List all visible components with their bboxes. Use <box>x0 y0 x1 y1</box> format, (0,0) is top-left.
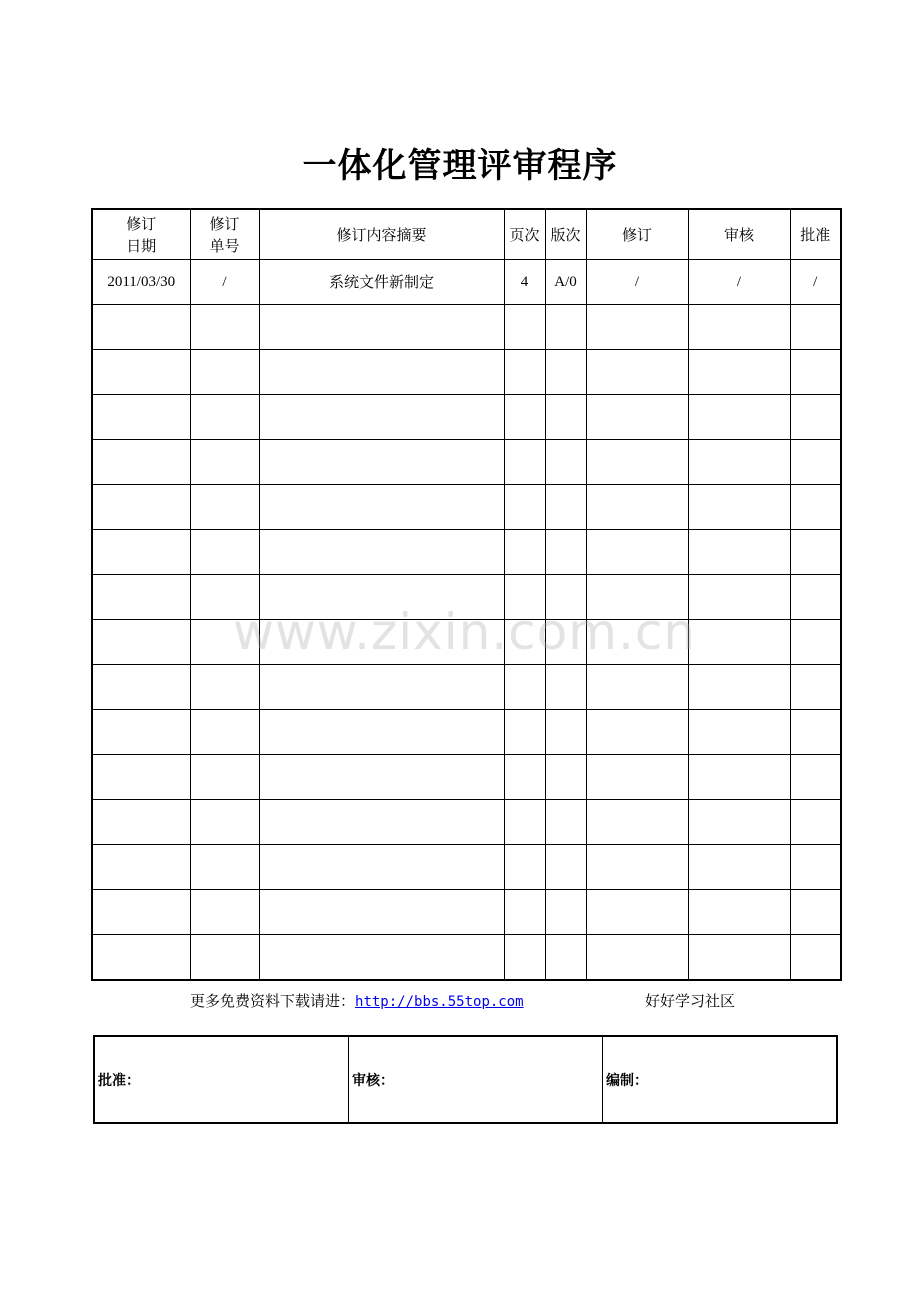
empty-cell[interactable] <box>504 935 545 981</box>
table-header-row <box>92 209 841 260</box>
empty-cell[interactable] <box>190 710 259 755</box>
empty-cell[interactable] <box>688 845 790 890</box>
prepare-field[interactable]: 编制： <box>603 1036 838 1123</box>
empty-cell[interactable] <box>504 395 545 440</box>
table-row <box>92 305 841 350</box>
empty-cell[interactable] <box>545 485 586 530</box>
empty-cell[interactable] <box>790 350 841 395</box>
signoff-table <box>93 1035 838 1124</box>
empty-cell[interactable] <box>545 665 586 710</box>
empty-cell[interactable] <box>190 485 259 530</box>
header-revision-date: 修订 日期 <box>92 209 190 260</box>
table-row <box>92 620 841 665</box>
empty-cell[interactable] <box>92 440 190 485</box>
empty-cell[interactable] <box>504 350 545 395</box>
review-field[interactable]: 审核： <box>349 1036 603 1123</box>
empty-cell[interactable] <box>586 800 688 845</box>
header-revision-number: 修订 单号 <box>190 209 259 260</box>
table-row <box>92 935 841 981</box>
empty-cell[interactable] <box>92 395 190 440</box>
empty-cell[interactable] <box>545 350 586 395</box>
empty-cell[interactable] <box>92 890 190 935</box>
empty-cell[interactable] <box>586 755 688 800</box>
empty-cell[interactable] <box>545 395 586 440</box>
community-name: 好好学习社区 <box>645 992 736 1010</box>
header-reviewed-by: 审核 <box>688 209 790 260</box>
table-row <box>92 575 841 620</box>
empty-cell[interactable] <box>545 620 586 665</box>
empty-cell[interactable] <box>504 575 545 620</box>
empty-cell[interactable] <box>688 485 790 530</box>
empty-cell[interactable] <box>688 575 790 620</box>
empty-cell[interactable] <box>190 440 259 485</box>
table-row <box>92 440 841 485</box>
empty-cell[interactable] <box>92 755 190 800</box>
cell-revised-by: / <box>586 260 688 305</box>
empty-cell[interactable] <box>190 755 259 800</box>
empty-cell[interactable] <box>190 665 259 710</box>
empty-cell[interactable] <box>586 890 688 935</box>
empty-cell[interactable] <box>545 845 586 890</box>
header-revised-by: 修订 <box>586 209 688 260</box>
cell-page: 4 <box>504 260 545 305</box>
empty-cell[interactable] <box>586 575 688 620</box>
empty-cell[interactable] <box>790 755 841 800</box>
revision-history-table <box>91 208 842 981</box>
empty-cell[interactable] <box>259 395 504 440</box>
table-row <box>92 350 841 395</box>
empty-cell[interactable] <box>790 575 841 620</box>
empty-cell[interactable] <box>688 530 790 575</box>
empty-cell[interactable] <box>190 890 259 935</box>
empty-cell[interactable] <box>790 800 841 845</box>
empty-cell[interactable] <box>259 845 504 890</box>
empty-cell[interactable] <box>586 350 688 395</box>
table-row <box>92 530 841 575</box>
download-link[interactable]: http://bbs.55top.com <box>355 994 524 1010</box>
table-row <box>92 710 841 755</box>
empty-cell[interactable] <box>259 440 504 485</box>
cell-approved-by: / <box>790 260 841 305</box>
empty-cell[interactable] <box>790 935 841 981</box>
table-row <box>92 845 841 890</box>
empty-cell[interactable] <box>586 305 688 350</box>
empty-cell[interactable] <box>190 305 259 350</box>
header-approved-by: 批准 <box>790 209 841 260</box>
cell-reviewed-by: / <box>688 260 790 305</box>
table-row <box>92 665 841 710</box>
empty-cell[interactable] <box>586 935 688 981</box>
empty-cell[interactable] <box>504 800 545 845</box>
empty-cell[interactable] <box>790 665 841 710</box>
empty-cell[interactable] <box>92 485 190 530</box>
empty-cell[interactable] <box>688 935 790 981</box>
empty-cell[interactable] <box>586 485 688 530</box>
empty-cell[interactable] <box>545 530 586 575</box>
empty-cell[interactable] <box>545 440 586 485</box>
empty-cell[interactable] <box>545 575 586 620</box>
empty-cell[interactable] <box>190 530 259 575</box>
empty-cell[interactable] <box>790 395 841 440</box>
empty-cell[interactable] <box>504 890 545 935</box>
empty-cell[interactable] <box>92 665 190 710</box>
cell-number: / <box>190 260 259 305</box>
empty-cell[interactable] <box>504 710 545 755</box>
table-row <box>92 755 841 800</box>
empty-cell[interactable] <box>259 620 504 665</box>
empty-cell[interactable] <box>688 665 790 710</box>
empty-cell[interactable] <box>790 890 841 935</box>
empty-cell[interactable] <box>190 845 259 890</box>
empty-cell[interactable] <box>504 620 545 665</box>
empty-cell[interactable] <box>688 395 790 440</box>
empty-cell[interactable] <box>259 890 504 935</box>
empty-cell[interactable] <box>504 845 545 890</box>
header-version: 版次 <box>545 209 586 260</box>
header-revision-summary: 修订内容摘要 <box>259 209 504 260</box>
empty-cell[interactable] <box>92 710 190 755</box>
empty-cell[interactable] <box>259 710 504 755</box>
empty-cell[interactable] <box>504 440 545 485</box>
empty-cell[interactable] <box>504 305 545 350</box>
document-title: 一体化管理评审程序 <box>302 146 618 186</box>
cell-date: 2011/03/30 <box>92 260 190 305</box>
empty-cell[interactable] <box>504 755 545 800</box>
empty-cell[interactable] <box>259 530 504 575</box>
empty-cell[interactable] <box>586 845 688 890</box>
empty-cell[interactable] <box>586 395 688 440</box>
empty-cell[interactable] <box>586 530 688 575</box>
cell-version: A/0 <box>545 260 586 305</box>
watermark: www.zixin.com.cn <box>233 603 697 661</box>
empty-cell[interactable] <box>790 440 841 485</box>
empty-cell[interactable] <box>790 305 841 350</box>
empty-cell[interactable] <box>259 575 504 620</box>
empty-cell[interactable] <box>259 800 504 845</box>
empty-cell[interactable] <box>688 755 790 800</box>
footer-note-prefix: 更多免费资料下载请进： <box>190 992 356 1010</box>
empty-cell[interactable] <box>688 620 790 665</box>
table-row <box>92 395 841 440</box>
header-page: 页次 <box>504 209 545 260</box>
empty-cell[interactable] <box>586 620 688 665</box>
empty-cell[interactable] <box>259 305 504 350</box>
empty-cell[interactable] <box>92 530 190 575</box>
empty-cell[interactable] <box>688 890 790 935</box>
empty-cell[interactable] <box>92 845 190 890</box>
empty-cell[interactable] <box>259 485 504 530</box>
footer-note <box>190 990 524 1011</box>
empty-cell[interactable] <box>545 305 586 350</box>
empty-cell[interactable] <box>545 710 586 755</box>
empty-cell[interactable] <box>504 665 545 710</box>
table-row <box>92 485 841 530</box>
empty-cell[interactable] <box>504 485 545 530</box>
empty-cell[interactable] <box>586 440 688 485</box>
empty-cell[interactable] <box>790 845 841 890</box>
empty-cell[interactable] <box>790 530 841 575</box>
empty-cell[interactable] <box>688 350 790 395</box>
empty-cell[interactable] <box>259 665 504 710</box>
approve-field[interactable]: 批准： <box>94 1036 349 1123</box>
empty-cell[interactable] <box>545 800 586 845</box>
cell-summary: 系统文件新制定 <box>259 260 504 305</box>
empty-cell[interactable] <box>790 620 841 665</box>
empty-cell[interactable] <box>92 620 190 665</box>
empty-cell[interactable] <box>545 755 586 800</box>
empty-cell[interactable] <box>545 935 586 981</box>
empty-cell[interactable] <box>790 485 841 530</box>
empty-cell[interactable] <box>586 710 688 755</box>
empty-cell[interactable] <box>688 800 790 845</box>
empty-cell[interactable] <box>92 350 190 395</box>
table-row <box>92 260 841 305</box>
empty-cell[interactable] <box>92 305 190 350</box>
empty-cell[interactable] <box>790 710 841 755</box>
empty-cell[interactable] <box>259 935 504 981</box>
empty-cell[interactable] <box>190 935 259 981</box>
empty-cell[interactable] <box>688 440 790 485</box>
table-row <box>92 890 841 935</box>
empty-cell[interactable] <box>688 305 790 350</box>
empty-cell[interactable] <box>92 575 190 620</box>
empty-cell[interactable] <box>190 800 259 845</box>
empty-cell[interactable] <box>190 350 259 395</box>
table-row <box>92 800 841 845</box>
empty-cell[interactable] <box>259 350 504 395</box>
empty-cell[interactable] <box>190 575 259 620</box>
empty-cell[interactable] <box>92 935 190 981</box>
empty-cell[interactable] <box>190 395 259 440</box>
empty-cell[interactable] <box>586 665 688 710</box>
empty-cell[interactable] <box>190 620 259 665</box>
empty-cell[interactable] <box>688 710 790 755</box>
empty-cell[interactable] <box>504 530 545 575</box>
empty-cell[interactable] <box>92 800 190 845</box>
empty-cell[interactable] <box>259 755 504 800</box>
empty-cell[interactable] <box>545 890 586 935</box>
